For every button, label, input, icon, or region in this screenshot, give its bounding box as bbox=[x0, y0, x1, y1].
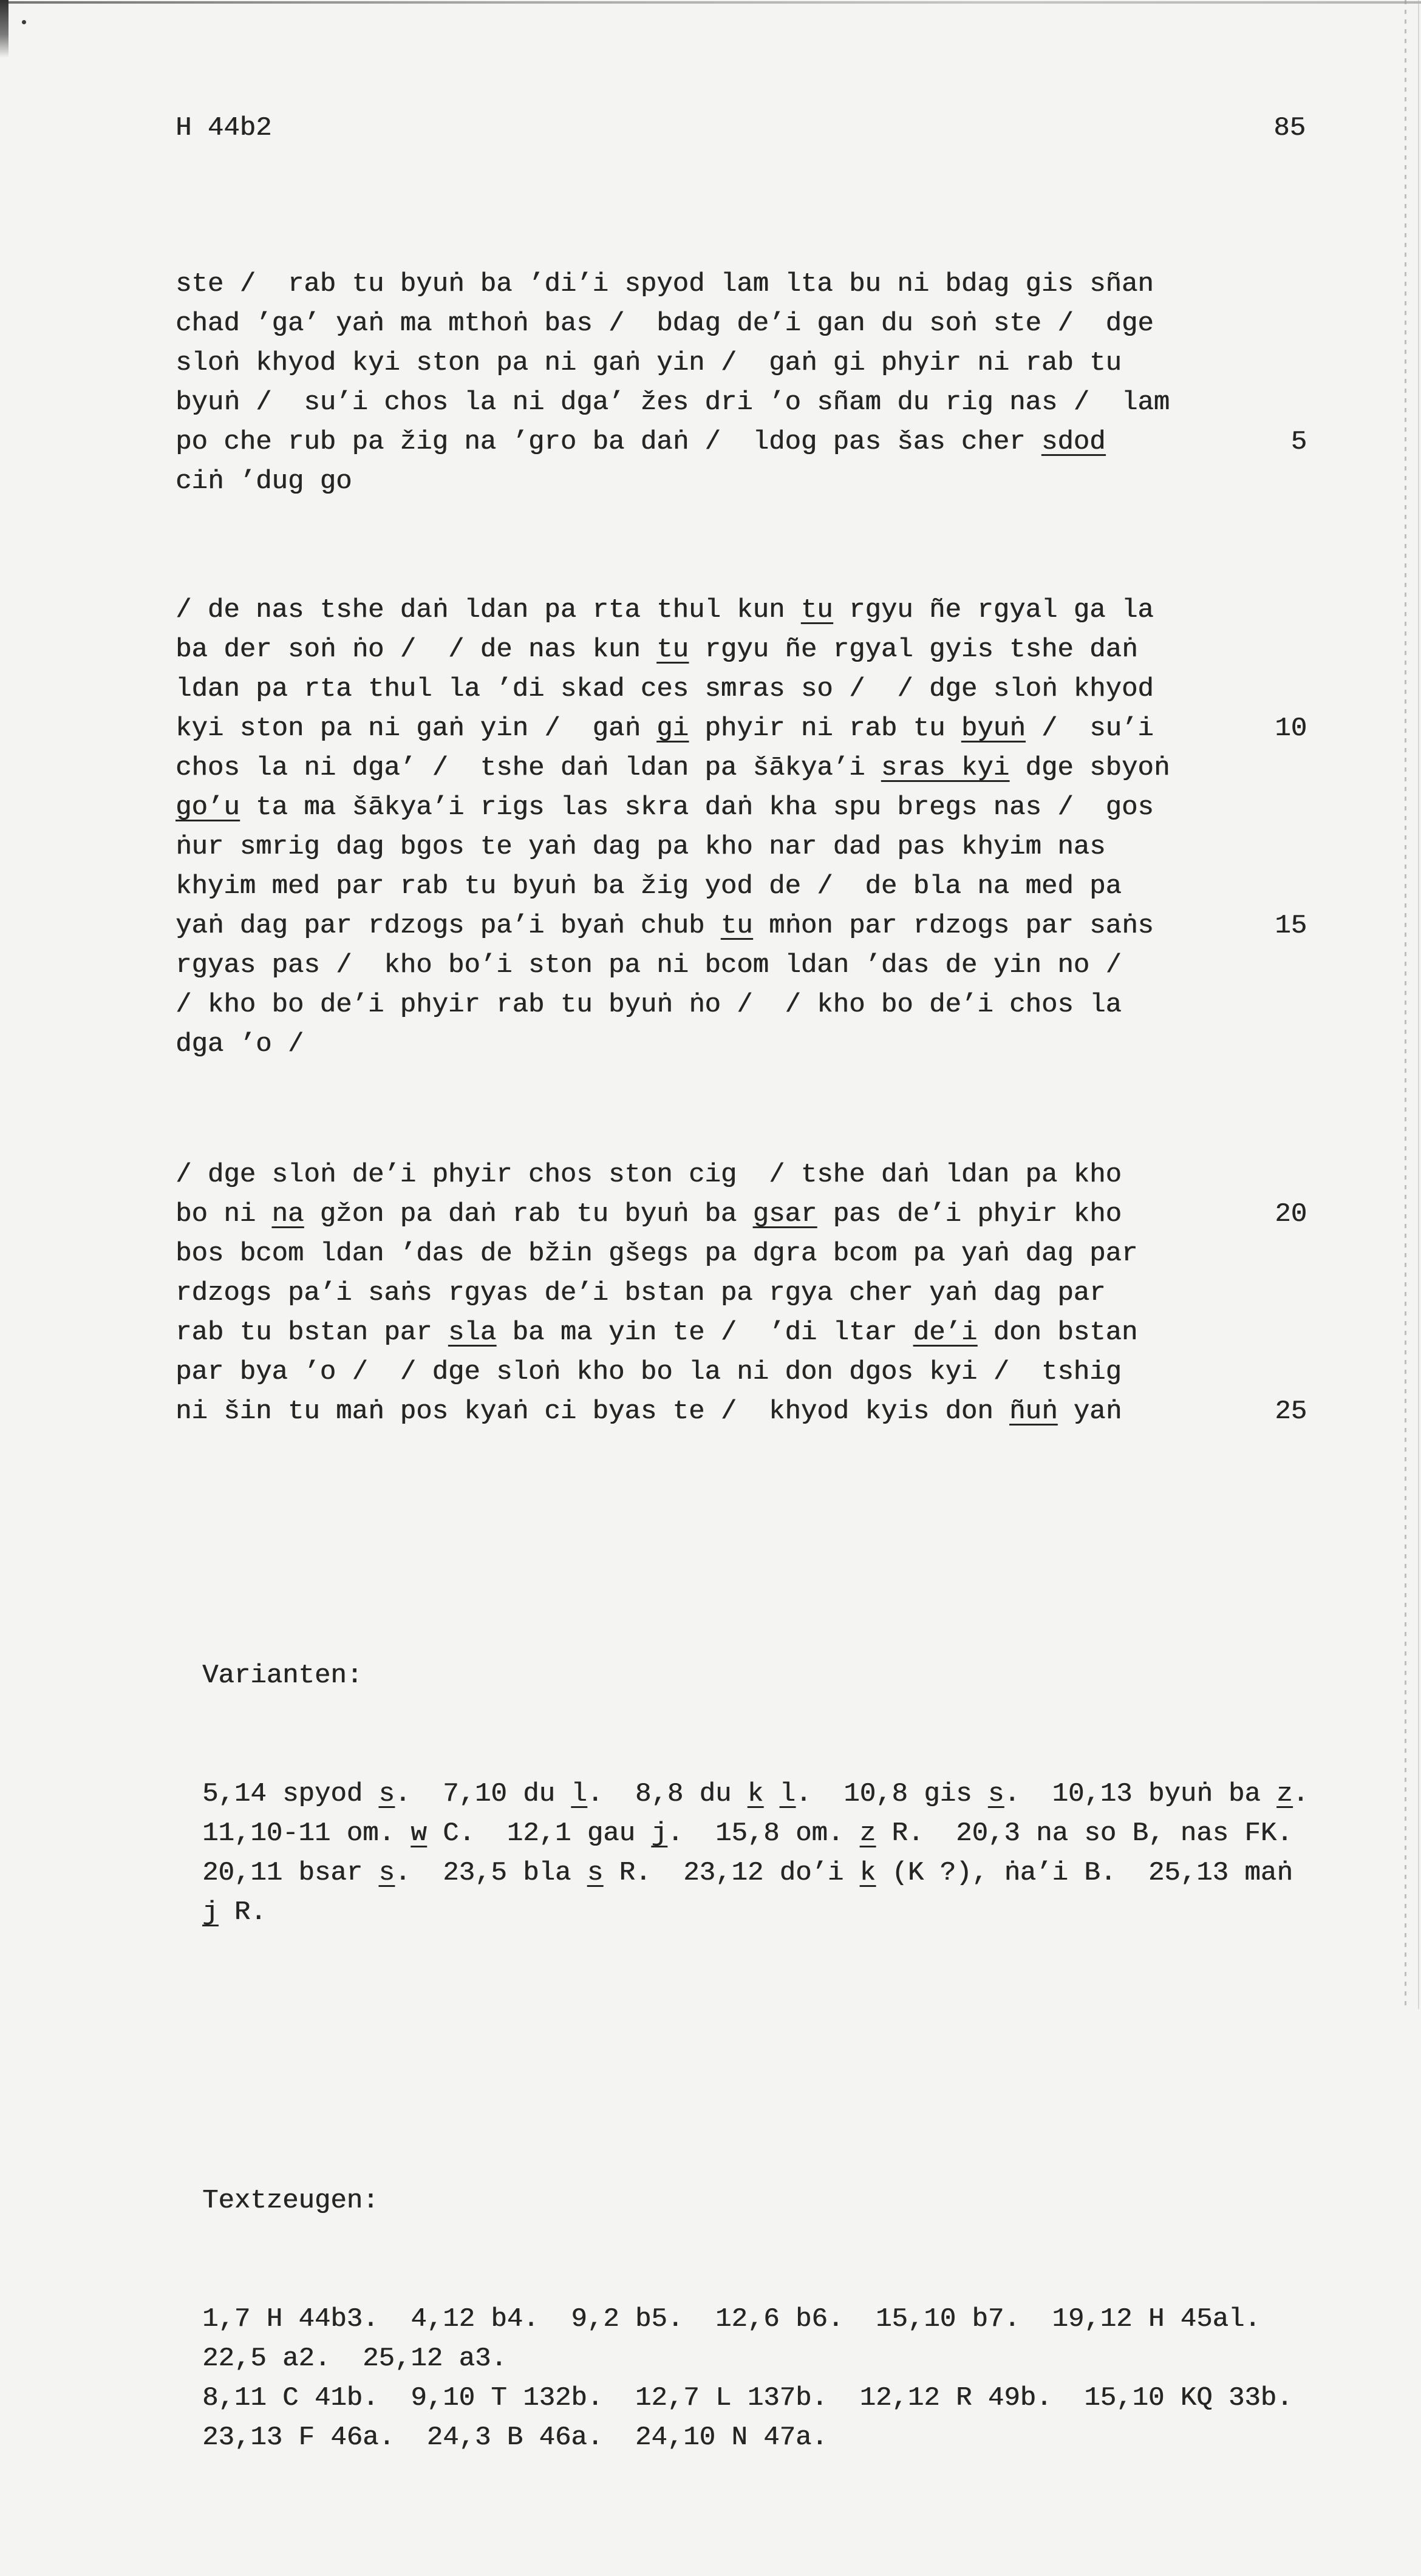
underlined-reading: w bbox=[411, 1818, 427, 1849]
variants-list bbox=[202, 1775, 1356, 1932]
text-run: byuṅ / su’i chos la ni dga’ žes dri ’o sñam du rig nas / lam bbox=[175, 387, 1170, 418]
witness-line bbox=[202, 2379, 1356, 2418]
line-number: 15 bbox=[1275, 911, 1307, 941]
text-run: / su’i bbox=[1025, 713, 1154, 744]
text-line bbox=[175, 383, 1310, 423]
text-run: don bstan bbox=[977, 1317, 1138, 1348]
underlined-reading: sras kyi bbox=[881, 753, 1010, 783]
text-line bbox=[175, 946, 1310, 985]
text-run: R. bbox=[218, 1897, 267, 1928]
text-line bbox=[175, 788, 1310, 828]
text-line bbox=[175, 265, 1310, 304]
text-run: ciṅ ’dug go bbox=[175, 466, 352, 497]
witnesses-heading: Textzeugen: bbox=[202, 2186, 379, 2216]
text-run: . 7,10 du bbox=[394, 1779, 571, 1809]
witness-line bbox=[202, 2300, 1356, 2339]
text-line bbox=[175, 1274, 1310, 1313]
text-run: chos la ni dga’ / tshe daṅ ldan pa šākya’i bbox=[175, 753, 881, 783]
underlined-reading: j bbox=[202, 1897, 219, 1928]
underlined-reading: sla bbox=[448, 1317, 497, 1348]
text-run: 1,7 H 44b3. 4,12 b4. 9,2 b5. 12,6 b6. 15,10 b7. 19,12 H 45al. bbox=[202, 2304, 1261, 2334]
text-run: / dge sloṅ de’i phyir chos ston cig / tshe daṅ ldan pa kho bbox=[175, 1160, 1122, 1190]
text-run: rgyas pas / kho bo’i ston pa ni bcom ldan ’das de yin no / bbox=[175, 950, 1122, 980]
variants-heading: Varianten: bbox=[202, 1660, 363, 1691]
text-run: R. 20,3 na so B, nas FK. bbox=[876, 1818, 1293, 1849]
text-run: 11,10-11 om. bbox=[202, 1818, 411, 1849]
text-line bbox=[175, 1025, 1310, 1064]
text-line bbox=[175, 709, 1310, 749]
variant-line bbox=[202, 1854, 1356, 1893]
text-run: / kho bo de’i phyir rab tu byuṅ ṅo / / kho bo de’i chos la bbox=[175, 990, 1122, 1020]
text-run: rgyu ñe rgyal ga la bbox=[833, 595, 1154, 625]
underlined-reading: z bbox=[859, 1818, 876, 1849]
text-run: rgyu ñe rgyal gyis tshe daṅ bbox=[688, 634, 1138, 665]
page-header bbox=[175, 109, 1306, 148]
text-run: gžon pa daṅ rab tu byuṅ ba bbox=[304, 1199, 753, 1229]
text-line bbox=[175, 1392, 1310, 1432]
variants-section bbox=[202, 1577, 1356, 2011]
text-line bbox=[175, 344, 1310, 383]
underlined-reading: de’i bbox=[913, 1317, 978, 1348]
text-paragraph bbox=[175, 591, 1310, 1064]
witness-line bbox=[202, 2418, 1356, 2458]
text-run: . 23,5 bla bbox=[394, 1858, 587, 1888]
underlined-reading: sdod bbox=[1041, 427, 1106, 457]
page-number: 85 bbox=[1273, 113, 1306, 143]
text-run: bo ni bbox=[175, 1199, 272, 1229]
text-line bbox=[175, 670, 1310, 709]
text-run: yaṅ dag par rdzogs pa’i byaṅ chub bbox=[175, 911, 721, 941]
witnesses-section bbox=[202, 2102, 1356, 2537]
underlined-reading: s bbox=[378, 1858, 395, 1888]
text-line bbox=[175, 867, 1310, 906]
text-run: C. 12,1 gau bbox=[426, 1818, 652, 1849]
text-line bbox=[175, 828, 1310, 867]
underlined-reading: s bbox=[587, 1858, 604, 1888]
text-run: ldan pa rta thul la ’di skad ces smras so / / dge sloṅ khyod bbox=[175, 674, 1154, 704]
text-run: kyi ston pa ni gaṅ yin / gaṅ bbox=[175, 713, 657, 744]
text-run: phyir ni rab tu bbox=[688, 713, 961, 744]
underlined-reading: k bbox=[859, 1858, 876, 1888]
scan-edge-right bbox=[1405, 0, 1406, 2009]
text-run: 23,13 F 46a. 24,3 B 46a. 24,10 N 47a. bbox=[202, 2422, 828, 2453]
text-run: chad ’ga’ yaṅ ma mthoṅ bas / bdag de’i gan du soṅ ste / dge bbox=[175, 308, 1154, 339]
text-run: khyim med par rab tu byuṅ ba žig yod de / de bla na med pa bbox=[175, 871, 1122, 902]
variant-line bbox=[202, 1814, 1356, 1854]
underlined-reading: l bbox=[779, 1779, 796, 1809]
underlined-reading: na bbox=[271, 1199, 304, 1229]
text-run: sloṅ khyod kyi ston pa ni gaṅ yin / gaṅ gi phyir ni rab tu bbox=[175, 348, 1122, 378]
underlined-reading: s bbox=[987, 1779, 1004, 1809]
underlined-reading: j bbox=[651, 1818, 667, 1849]
text-line bbox=[175, 1195, 1310, 1234]
text-run: rdzogs pa’i saṅs rgyas de’i bstan pa rgya cher yaṅ dag par bbox=[175, 1278, 1106, 1308]
underlined-reading: ñuṅ bbox=[1009, 1396, 1058, 1427]
scan-corner-mark bbox=[0, 0, 9, 58]
line-number: 10 bbox=[1275, 713, 1307, 744]
text-run: 8,11 C 41b. 9,10 T 132b. 12,7 L 137b. 12,12 R 49b. 15,10 KQ 33b. bbox=[202, 2383, 1293, 2413]
text-line bbox=[175, 630, 1310, 670]
text-line bbox=[175, 749, 1310, 788]
edition-text bbox=[175, 186, 1310, 1471]
scan-edge-right-outer bbox=[1418, 0, 1419, 2009]
text-line bbox=[175, 985, 1310, 1025]
text-run: dge sbyoṅ bbox=[1009, 753, 1170, 783]
text-run: / de nas tshe daṅ ldan pa rta thul kun bbox=[175, 595, 801, 625]
text-run: . 10,8 gis bbox=[795, 1779, 988, 1809]
underlined-reading: byuṅ bbox=[961, 713, 1026, 744]
text-run: R. 23,12 do’i bbox=[603, 1858, 860, 1888]
text-run: 5,14 spyod bbox=[202, 1779, 379, 1809]
text-line bbox=[175, 423, 1310, 462]
text-run: mṅon par rdzogs par saṅs bbox=[752, 911, 1154, 941]
text-run: ṅur smrig dag bgos te yaṅ dag pa kho nar dad pas khyim nas bbox=[175, 832, 1106, 862]
line-number: 5 bbox=[1290, 427, 1307, 457]
witnesses-list bbox=[202, 2300, 1356, 2458]
text-line bbox=[175, 906, 1310, 946]
text-line bbox=[175, 1313, 1310, 1353]
underlined-reading: gsar bbox=[752, 1199, 817, 1229]
underlined-reading: s bbox=[378, 1779, 395, 1809]
text-line bbox=[175, 462, 1310, 501]
text-run: ste / rab tu byuṅ ba ’di’i spyod lam lta bu ni bdag gis sñan bbox=[175, 269, 1154, 299]
text-run: ba der soṅ ṅo / / de nas kun bbox=[175, 634, 657, 665]
text-run: par bya ’o / / dge sloṅ kho bo la ni don dgos kyi / tshig bbox=[175, 1357, 1122, 1387]
underlined-reading: gi bbox=[656, 713, 689, 744]
text-run: rab tu bstan par bbox=[175, 1317, 448, 1348]
scan-speck bbox=[22, 20, 26, 24]
text-run: ta ma šākya’i rigs las skra daṅ kha spu bregs nas / gos bbox=[239, 792, 1154, 823]
text-run: bos bcom ldan ’das de bžin gšegs pa dgra bcom pa yaṅ dag par bbox=[175, 1239, 1138, 1269]
text-run: po che rub pa žig na ’gro ba daṅ / ldog pas šas cher bbox=[175, 427, 1041, 457]
text-line bbox=[175, 1155, 1310, 1195]
underlined-reading: k bbox=[747, 1779, 764, 1809]
underlined-reading: tu bbox=[800, 595, 833, 625]
text-run: ni šin tu maṅ pos kyaṅ ci byas te / khyod kyis don bbox=[175, 1396, 1010, 1427]
line-number: 20 bbox=[1275, 1199, 1307, 1229]
underlined-reading: tu bbox=[720, 911, 753, 941]
text-paragraph bbox=[175, 265, 1310, 501]
text-run: . 8,8 du bbox=[587, 1779, 748, 1809]
text-run: . bbox=[1292, 1779, 1309, 1809]
text-run: pas de’i phyir kho bbox=[817, 1199, 1122, 1229]
text-run: yaṅ bbox=[1057, 1396, 1122, 1427]
text-run: (K ?), ṅa’i B. 25,13 maṅ bbox=[876, 1858, 1293, 1888]
text-run: 20,11 bsar bbox=[202, 1858, 379, 1888]
text-line bbox=[175, 304, 1310, 344]
underlined-reading: go’u bbox=[175, 792, 240, 823]
folio-reference: H 44b2 bbox=[175, 113, 272, 143]
variant-line bbox=[202, 1775, 1356, 1814]
text-line bbox=[175, 591, 1310, 630]
text-paragraph bbox=[175, 1155, 1310, 1432]
text-run bbox=[763, 1779, 779, 1809]
scan-edge-top bbox=[0, 1, 1421, 4]
critical-apparatus bbox=[202, 1498, 1356, 2576]
text-line bbox=[175, 1234, 1310, 1274]
underlined-reading: l bbox=[571, 1779, 587, 1809]
witness-line bbox=[202, 2339, 1356, 2379]
text-run: . 15,8 om. bbox=[667, 1818, 860, 1849]
underlined-reading: z bbox=[1276, 1779, 1293, 1809]
variant-line bbox=[202, 1893, 1356, 1932]
text-line bbox=[175, 1353, 1310, 1392]
line-number: 25 bbox=[1275, 1396, 1307, 1427]
text-run: ba ma yin te / ’di ltar bbox=[496, 1317, 913, 1348]
text-run: 22,5 a2. 25,12 a3. bbox=[202, 2343, 507, 2374]
text-run: . 10,13 byuṅ ba bbox=[1004, 1779, 1277, 1809]
text-run: dga ’o / bbox=[175, 1029, 304, 1059]
underlined-reading: tu bbox=[656, 634, 689, 665]
